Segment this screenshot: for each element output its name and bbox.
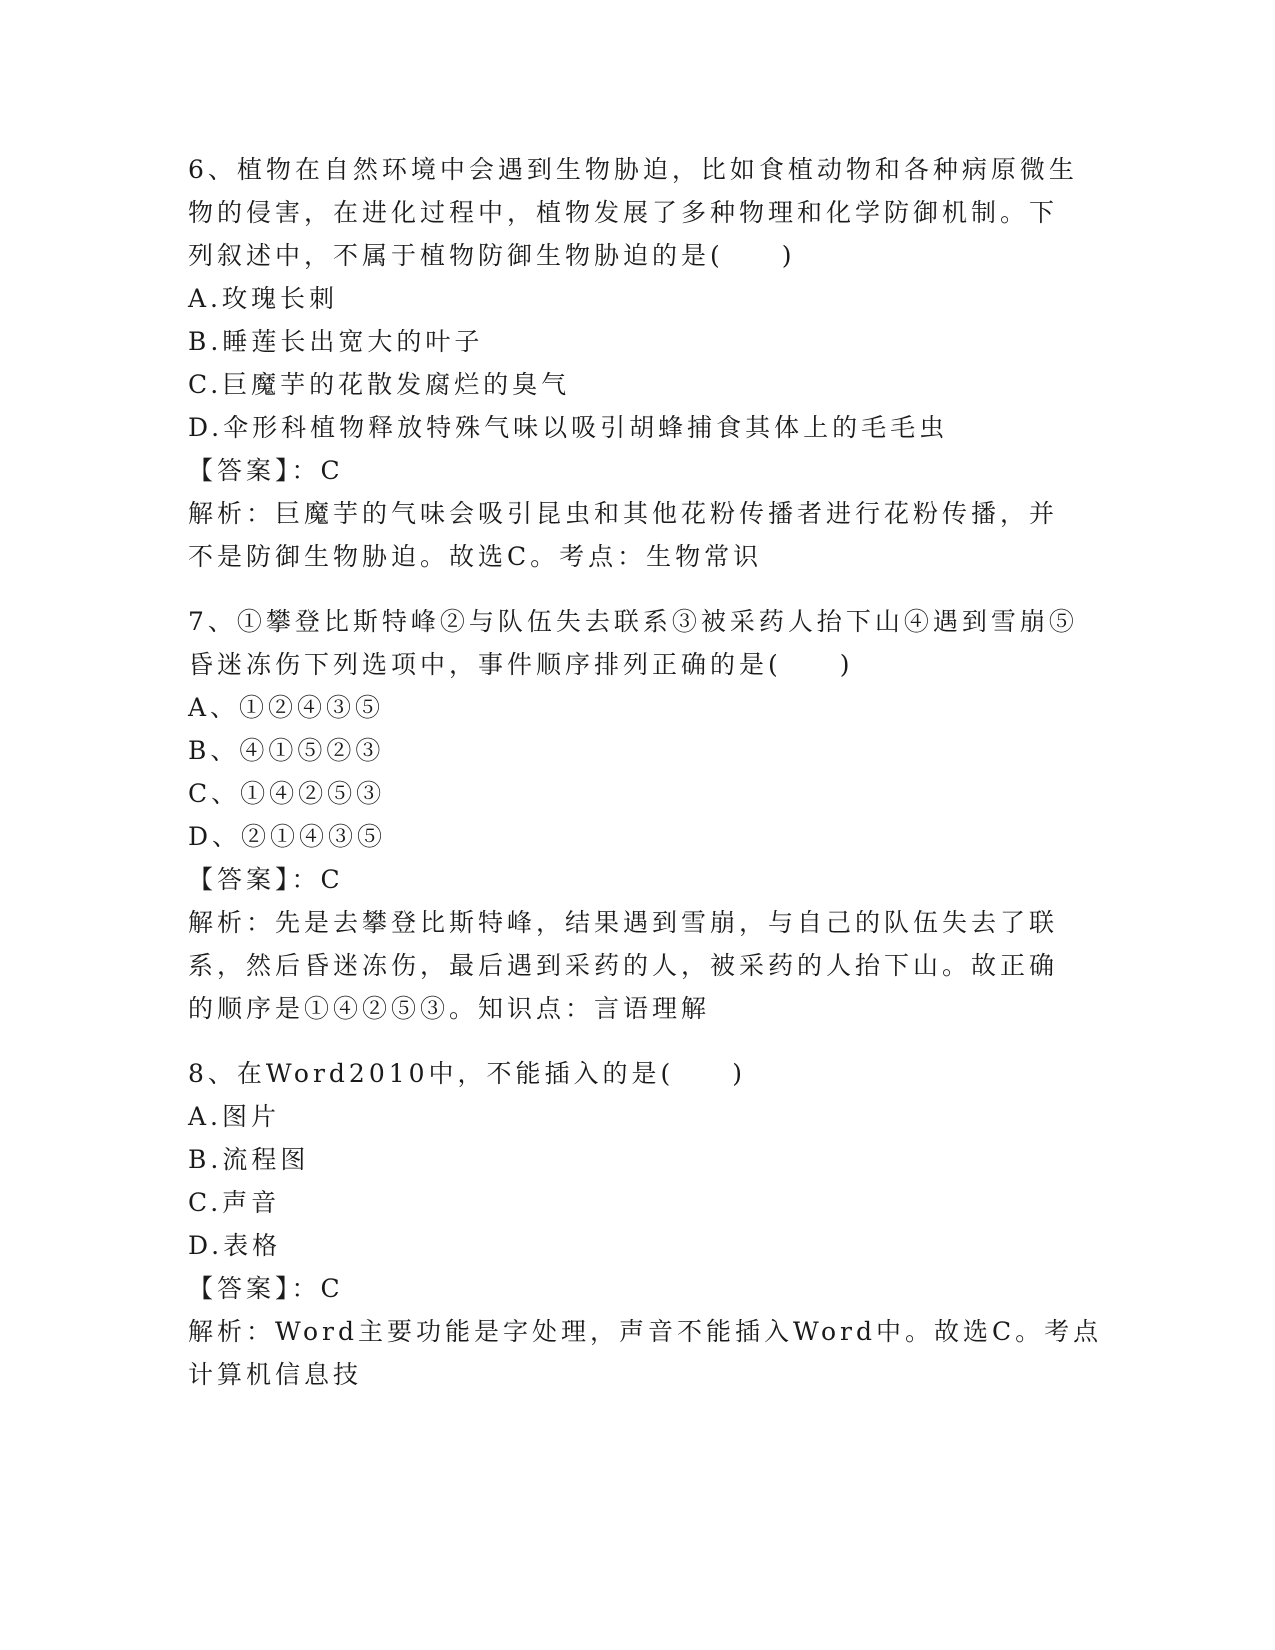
option-a: A.玫瑰长刺 (188, 284, 339, 313)
question-6 (188, 148, 1088, 578)
answer-line: 【答案】：C (188, 456, 344, 485)
analysis-line: 解析：先是去攀登比斯特峰，结果遇到雪崩，与自己的队伍失去了联 (188, 908, 1059, 937)
option-b: B、④①⑤②③ (188, 736, 385, 765)
option-b: B.流程图 (188, 1145, 310, 1174)
question-stem-line: 昏迷冻伤下列选项中，事件顺序排列正确的是( ) (188, 650, 854, 679)
option-b: B.睡莲长出宽大的叶子 (188, 327, 484, 356)
option-d: D.表格 (188, 1231, 282, 1260)
question-stem-line: 6、植物在自然环境中会遇到生物胁迫，比如食植动物和各种病原微生 (188, 155, 1078, 184)
option-a: A、①②④③⑤ (188, 693, 385, 722)
analysis-line: 系，然后昏迷冻伤，最后遇到采药的人，被采药的人抬下山。故正确 (188, 951, 1059, 980)
analysis-line: 不是防御生物胁迫。故选C。考点：生物常识 (188, 542, 763, 571)
option-d: D.伞形科植物释放特殊气味以吸引胡蜂捕食其体上的毛毛虫 (188, 413, 949, 442)
option-c: C.声音 (188, 1188, 281, 1217)
answer-line: 【答案】：C (188, 865, 344, 894)
analysis-line: 解析：巨魔芋的气味会吸引昆虫和其他花粉传播者进行花粉传播，并 (188, 499, 1059, 528)
answer-line: 【答案】：C (188, 1274, 344, 1303)
analysis-line: 的顺序是①④②⑤③。知识点：言语理解 (188, 994, 711, 1023)
question-stem-line: 列叙述中，不属于植物防御生物胁迫的是( ) (188, 241, 796, 270)
question-8 (188, 1052, 1103, 1396)
analysis-line: 解析：Word主要功能是字处理，声音不能插入Word中。故选C。考点 (188, 1317, 1103, 1346)
analysis-line: 计算机信息技 (188, 1360, 363, 1389)
question-stem-line: 物的侵害，在进化过程中，植物发展了多种物理和化学防御机制。下 (188, 198, 1059, 227)
question-stem-line: 8、在Word2010中，不能插入的是( ) (188, 1059, 747, 1088)
question-7 (188, 600, 1088, 1030)
question-stem-line: 7、①攀登比斯特峰②与队伍失去联系③被采药人抬下山④遇到雪崩⑤ (188, 607, 1078, 636)
option-a: A.图片 (188, 1102, 281, 1131)
document-page (188, 148, 1103, 1418)
option-c: C、①④②⑤③ (188, 779, 386, 808)
option-c: C.巨魔芋的花散发腐烂的臭气 (188, 370, 571, 399)
option-d: D、②①④③⑤ (188, 822, 387, 851)
